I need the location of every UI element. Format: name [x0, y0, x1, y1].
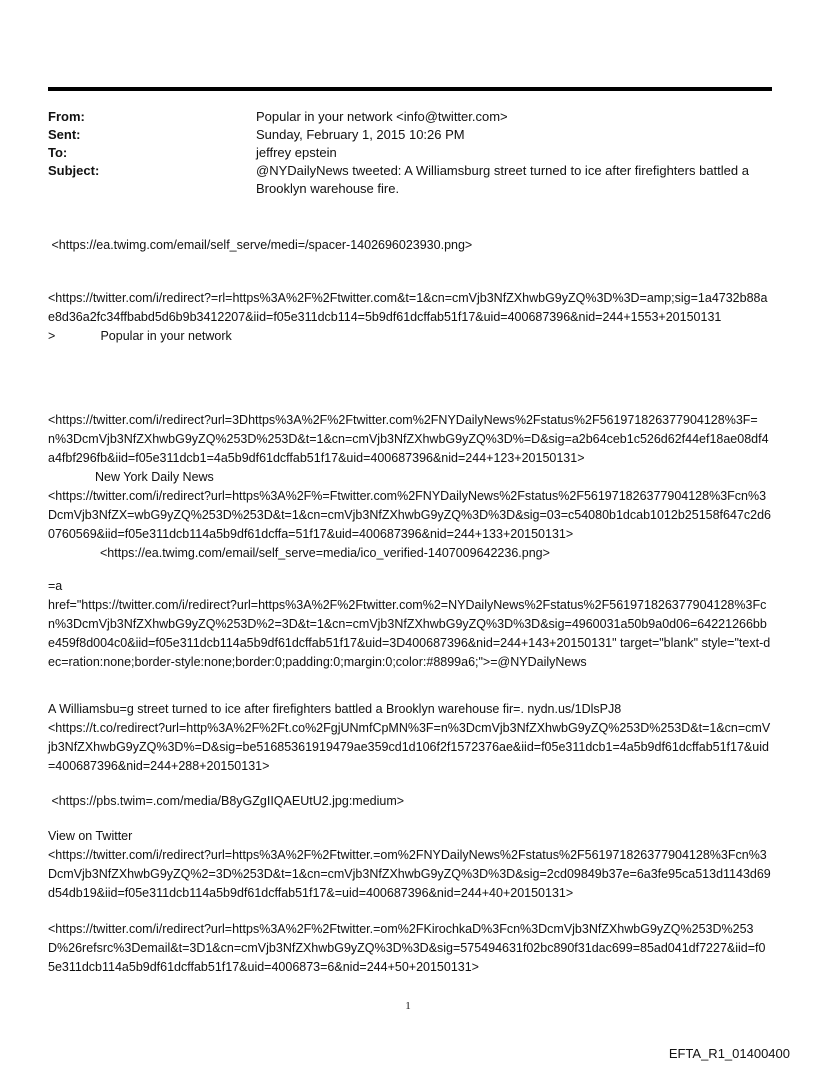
- href-block[interactable]: =a href="https://twitter.com/i/redirect?url=https%3A%2F%2Ftwitter.com%2=NYDailyNews%2Fstatus%2F561971826377904128%3Fcn%3DcmVjb3NfZXhwbG9yZQ%253D%2=3D&t=1&cn=cmVjb3NfZXhwbG9yZQ%3D%3D&sig=4960031a50b9a0d06=64221266bbe459f8d004c0&iid=f05e311dcb114a5b9df61dcffab51f17&uid=3D400687396&nid=244+143+20150131" target="blank" style="text-dec=ration:none;border-style:none;border:0;padding:0;margin:0;color:#8899a6;">=@NYDailyNews: [48, 579, 771, 669]
- redirect-link-1: [48, 289, 772, 346]
- pbs-link: <https://pbs.twim=.com/media/B8yGZgIIQAEUtU2.jpg:medium>: [48, 794, 405, 808]
- spacer-link: <https://ea.twimg.com/email/self_serve/medi=/spacer-1402696023930.png>: [48, 238, 473, 252]
- view-on-twitter: View on Twitter: [48, 829, 133, 843]
- from-value: Popular in your network <info@twitter.com>: [256, 109, 508, 124]
- redirect-link-3[interactable]: <https://twitter.com/i/redirect?url=https%3A%2F%=Ftwitter.com%2FNYDailyNews%2Fstatus%2F561971826377904128%3Fcn%3DcmVjb3NfZX=wbG9yZQ%253D%253D&t=1&cn=cmVjb3NfZXhwbG9yZQ%3D%3D&sig=03=c54080b1dcab1012b25158f647c2d60760569&iid=f05e311dcb114a5b9df61dcffa=51f17&uid=400687396&nid=244+133+20150131>: [48, 489, 771, 541]
- to-value: jeffrey epstein: [256, 145, 337, 160]
- sent-value: Sunday, February 1, 2015 10:26 PM: [256, 127, 465, 142]
- subject-label: Subject:: [48, 163, 100, 178]
- view-link[interactable]: <https://twitter.com/i/redirect?url=https%3A%2F%2Ftwitter.=om%2FNYDailyNews%2Fstatus%2F561971826377904128%3Fcn%3DcmVjb3NfZXhwbG9yZQ%2=3D%253D&t=1&cn=cmVjb3NfZXhwbG9yZQ%3D%3D&sig=2cd09849b37e=6a3fe95ca513d1143d69d54db19&iid=f05e311dcb114a5b9df61dcffab51f17&=uid=400687396&nid=244+40+20150131>: [48, 848, 771, 900]
- redirect-link-2[interactable]: <https://twitter.com/i/redirect?url=3Dhttps%3A%2F%2Ftwitter.com%2FNYDailyNews%2Fstatus%2F561971826377904128%3F=n%3DcmVjb3NfZXhwbG9yZQ%253D%253D&t=1&cn=cmVjb3NfZXhwbG9yZQ%3D%=D&sig=a2b64ceb1c526d62f44ef18ae08df4a4fbf296fb&iid=f05e311dcb1=4a5b9df61dcffab51f17&uid=400687396&nid=244+123+20150131>: [48, 413, 769, 465]
- sent-label: Sent:: [48, 127, 81, 142]
- popular-text: Popular in your network: [100, 329, 232, 343]
- subject-value: @NYDailyNews tweeted: A Williamsburg street turned to ice after firefighters battled a Brooklyn warehouse fire.: [256, 163, 749, 196]
- account-name: New York Daily News: [95, 470, 214, 484]
- header-rule: [48, 87, 772, 91]
- page-number: 1: [405, 1000, 411, 1012]
- redirect-link-1-text[interactable]: <https://twitter.com/i/redirect?=rl=https%3A%2F%2Ftwitter.com&t=1&cn=cmVjb3NfZXhwbG9yZQ%3D%3D=amp;sig=1a4732b88ae8d36a2fc34ffbabd5d6b9b3412207&iid=f05e311dcb114=5b9df61dcffab51f17&uid=400687396&nid=244+1553+20150131>: [48, 291, 768, 343]
- document-id: EFTA_R1_01400400: [668, 1046, 790, 1061]
- kirochka-link[interactable]: <https://twitter.com/i/redirect?url=https%3A%2F%2Ftwitter.=om%2FKirochkaD%3Fcn%3DcmVjb3NfZXhwbG9yZQ%253D%253D%26refsrc%3Demail&t=3D1&cn=cmVjb3NfZXhwbG9yZQ%3D%3D&sig=575494631f02bc890f31dac699=85ad041df7227&iid=f05e311dcb114a5b9df61dcffab51f17&uid=4006873=6&nid=244+50+20150131>: [48, 922, 766, 974]
- verified-link: <https://ea.twimg.com/email/self_serve=media/ico_verified-1407009642236.png>: [100, 546, 550, 560]
- to-label: To:: [48, 145, 68, 160]
- tweet-text: A Williamsbu=g street turned to ice after firefighters battled a Brooklyn warehouse fir=. nydn.us/1DlsPJ8: [48, 702, 622, 716]
- tco-link[interactable]: <https://t.co/redirect?url=http%3A%2F%2Ft.co%2FgjUNmfCpMN%3F=n%3DcmVjb3NfZXhwbG9yZQ%253D%253D&t=1&cn=cmVjb3NfZXhwbG9yZQ%3D%=D&sig=be51685361919479ae359cd1d106f2f1572376ae&iid=f05e311dcb1=4a5b9df61dcffab51f17&uid=400687396&nid=244+288+20150131>: [48, 721, 771, 773]
- from-label: From:: [48, 109, 85, 124]
